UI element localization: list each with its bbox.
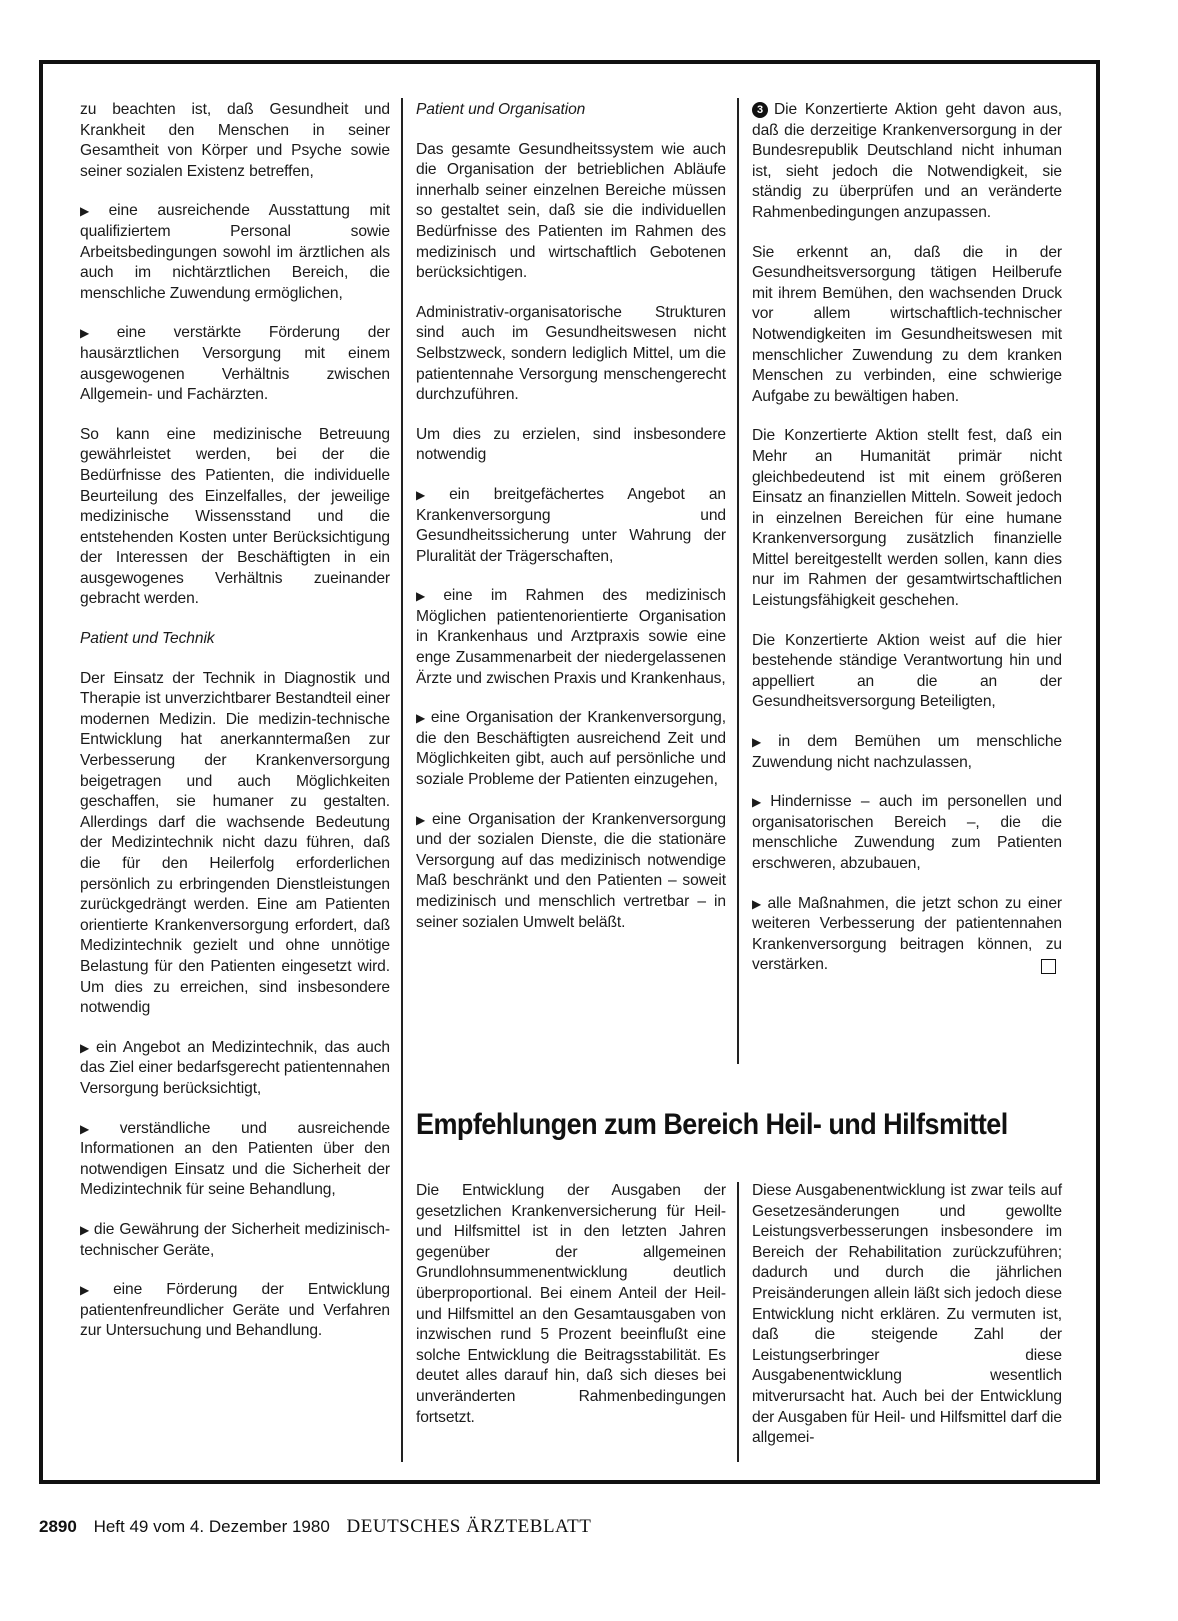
paragraph: Sie erkennt an, daß die in der Gesundheitsversorgung tätigen Heilberufe mit ihrem Bemühen, den wachsenden Druck vor allem wirtschaftlich-technischer Notwendigkeiten im Gesundheitswesen mit menschlicher Zuwendung zu dem kranken Menschen zu verbinden, eine schwierige Aufgabe zu bewältigen haben. <box>752 243 1062 405</box>
bullet-item: ▶ die Gewährung der Sicherheit medizinisch-technischer Geräte, <box>80 1220 390 1259</box>
triangle-right-icon: ▶ <box>752 795 767 810</box>
bullet-item: ▶ Hindernisse – auch im personellen und organisatorischen Bereich –, die die menschliche Zuwendung zum Patienten erschweren, abzubauen, <box>752 793 1062 872</box>
section-column-right <box>752 1181 1062 1468</box>
triangle-right-icon: ▶ <box>416 812 428 827</box>
column-3 <box>752 100 1062 995</box>
triangle-right-icon: ▶ <box>80 1283 110 1298</box>
triangle-right-icon: ▶ <box>416 487 446 502</box>
bullet-item: ▶ ein Angebot an Medizintechnik, das auch das Ziel einer bedarfsgerecht patientennahen Versorgung berücksichtigt, <box>80 1038 390 1097</box>
bullet-item: ▶ alle Maßnahmen, die jetzt schon zu einer weiteren Verbesserung der patientennahen Krankenversorgung beitragen können, zu verstärken. <box>752 894 1062 974</box>
triangle-right-icon: ▶ <box>416 589 440 604</box>
paragraph: Die Konzertierte Aktion weist auf die hier bestehende ständige Verantwortung hin und appelliert an die an der Gesundheitsversorgung Beteiligten, <box>752 631 1062 711</box>
subheading: Patient und Technik <box>80 630 215 648</box>
bullet-item: ▶ eine im Rahmen des medizinisch Möglichen patientenorientierte Organisation in Krankenhaus und Arztpraxis sowie eine enge Zusammenarbeit der niedergelassenen Ärzte und zwischen Praxis und Krankenhaus, <box>416 587 726 687</box>
section-column-left <box>416 1181 726 1447</box>
section-title: Empfehlungen zum Bereich Heil- und Hilfsmittel <box>416 1108 1008 1141</box>
paragraph: Der Einsatz der Technik in Diagnostik und Therapie ist unverzichtbarer Bestandteil einer modernen Medizin. Die medizin-technische Entwicklung hat anerkanntermaßen zur Verbesserung der Krankenversorgung beigetragen und auch Möglichkeiten geschaffen, sie humaner zu gestalten. Allerdings darf die wachsende Bedeutung der Medizintechnik nicht dazu führen, daß die für den Heilerfolg erforderlichen persönlich zu erbringenden Dienstleistungen zurückgedrängt werden. Eine am Patienten orientierte Krankenversorgung erfordert, daß Medizintechnik gezielt und ohne unnötige Belastung für den Patienten eingesetzt wird. Um dies zu erreichen, sind insbesondere notwendig <box>80 669 390 1017</box>
subheading: Patient und Organisation <box>416 101 586 118</box>
bullet-item: ▶ eine Organisation der Krankenversorgung, die den Beschäftigten ausreichend Zeit und Möglichkeiten gibt, auch auf persönliche und soziale Probleme der Patienten einzugehen, <box>416 709 726 789</box>
triangle-right-icon: ▶ <box>416 711 427 726</box>
paragraph: Um dies zu erzielen, sind insbesondere notwendig <box>416 425 726 464</box>
paragraph: Die Konzertierte Aktion stellt fest, daß ein Mehr an Humanität primär nicht gleichbedeutend ist mit einem größeren Einsatz an finanziellen Mitteln. Soweit jedoch in einzelnen Bereichen für eine humane Krankenversorgung zusätzlich finanzielle Mittel bereitgestellt werden sollen, kann dies nur im Rahmen der gesamtwirtschaftlichen Leistungsfähigkeit geschehen. <box>752 427 1062 610</box>
triangle-right-icon: ▶ <box>80 204 105 219</box>
bullet-item: ▶ eine Organisation der Krankenversorgung und der sozialen Dienste, die die stationäre Versorgung auf das medizinisch notwendige Maß beschränkt und den Patienten – soweit medizinisch und menschlich vertretbar – in seiner sozialen Umwelt beläßt. <box>416 810 726 931</box>
triangle-right-icon: ▶ <box>80 1040 93 1055</box>
column-1 <box>80 100 390 1361</box>
column-2 <box>416 100 726 952</box>
square-end-icon <box>1041 959 1056 974</box>
triangle-right-icon: ▶ <box>752 735 775 750</box>
journal-name: DEUTSCHES ÄRZTEBLATT <box>346 1516 592 1537</box>
triangle-right-icon: ▶ <box>80 1222 90 1237</box>
triangle-right-icon: ▶ <box>752 896 764 911</box>
bullet-item: ▶ eine ausreichende Ausstattung mit qualifiziertem Personal sowie Arbeitsbedingungen sowohl im ärztlichen als auch im nichtärztlichen Bereich, die menschliche Zuwendung ermöglichen, <box>80 202 390 302</box>
paragraph: So kann eine medizinische Betreuung gewährleistet werden, bei der die Bedürfnisse des Patienten, die individuelle Beurteilung des Einzelfalles, der jeweilige medizinische Wissensstand und die entstehenden Kosten unter Berücksichtigung der Interessen der Beschäftigten in ein ausgewogenes Verhältnis zueinander gebracht werden. <box>80 425 390 608</box>
section-number-badge: 3 <box>752 102 768 118</box>
bullet-item: ▶ ein breitgefächertes Angebot an Krankenversorgung und Gesundheitssicherung unter Wahrung der Pluralität der Trägerschaften, <box>416 485 726 565</box>
paragraph: Diese Ausgabenentwicklung ist zwar teils auf Gesetzesänderungen und gewollte Leistungsverbesserungen insbesondere im Bereich der Rehabilitation zurückzuführen; dadurch und durch die jährlichen Preisänderungen allein läßt sich jedoch diese Entwicklung nicht erklären. Zu vermuten ist, daß die steigende Zahl der Leistungserbringer diese Ausgabenentwicklung wesentlich mitverursacht hat. Auch bei der Entwicklung der Ausgaben für Heil- und Hilfsmittel darf die allgemei- <box>752 1182 1062 1447</box>
paragraph: Administrativ-organisatorische Strukturen sind auch im Gesundheitswesen nicht Selbstzweck, sondern lediglich Mittel, um die patientennahe Versorgung menschengerecht durchzuführen. <box>416 303 726 404</box>
column-rule-3 <box>737 1182 739 1462</box>
bullet-item: ▶ eine verstärkte Förderung der hausärztlichen Versorgung mit einem ausgewogenen Verhältnis zwischen Allgemein- und Fachärzten. <box>80 324 390 404</box>
page-number: 2890 <box>39 1517 77 1536</box>
bullet-item: ▶ verständliche und ausreichende Informationen an den Patienten über den notwendigen Einsatz und die Sicherheit der Medizintechnik für seine Behandlung, <box>80 1119 390 1199</box>
column-rule-2 <box>737 98 739 1064</box>
triangle-right-icon: ▶ <box>80 1121 116 1136</box>
page-footer <box>39 1516 839 1538</box>
numbered-paragraph: 3 Die Konzertierte Aktion geht davon aus, daß die derzeitige Krankenversorgung in der Bundesrepublik Deutschland nicht inhuman ist, sieht jedoch die Notwendigkeit, sie ständig zu überprüfen und an veränderte Rahmenbedingungen anzupassen. <box>752 101 1062 221</box>
paragraph: zu beachten ist, daß Gesundheit und Krankheit den Menschen in seiner Gesamtheit von Körper und Psyche sowie seiner sozialen Existenz betreffen, <box>80 101 390 180</box>
paragraph: Das gesamte Gesundheitssystem wie auch die Organisation der betrieblichen Abläufe innerhalb seiner einzelnen Bereiche müssen so gestaltet sein, daß sie die individuellen Bedürfnisse des Patienten im Rahmen des medizinisch und wirtschaftlich Gebotenen berücksichtigen. <box>416 140 726 282</box>
bullet-item: ▶ in dem Bemühen um menschliche Zuwendung nicht nachzulassen, <box>752 733 1062 771</box>
paragraph: Die Entwicklung der Ausgaben der gesetzlichen Krankenversicherung für Heil- und Hilfsmittel ist in den letzten Jahren gegenüber der allgemeinen Grundlohnsummenentwicklung deutlich überproportional. Bei einem Anteil der Heil- und Hilfsmittel an den Gesamtausgaben von inzwischen rund 5 Prozent beeinflußt eine solche Entwicklung die Beitragsstabilität. Es deutet alles darauf hin, daß sich dieses bei unveränderten Rahmenbedingungen fortsetzt. <box>416 1182 726 1426</box>
triangle-right-icon: ▶ <box>80 326 113 341</box>
issue-info: Heft 49 vom 4. Dezember 1980 <box>93 1517 330 1536</box>
column-rule-1 <box>401 98 403 1462</box>
bullet-item: ▶ eine Förderung der Entwicklung patientenfreundlicher Geräte und Verfahren zur Untersuchung und Behandlung. <box>80 1281 390 1340</box>
